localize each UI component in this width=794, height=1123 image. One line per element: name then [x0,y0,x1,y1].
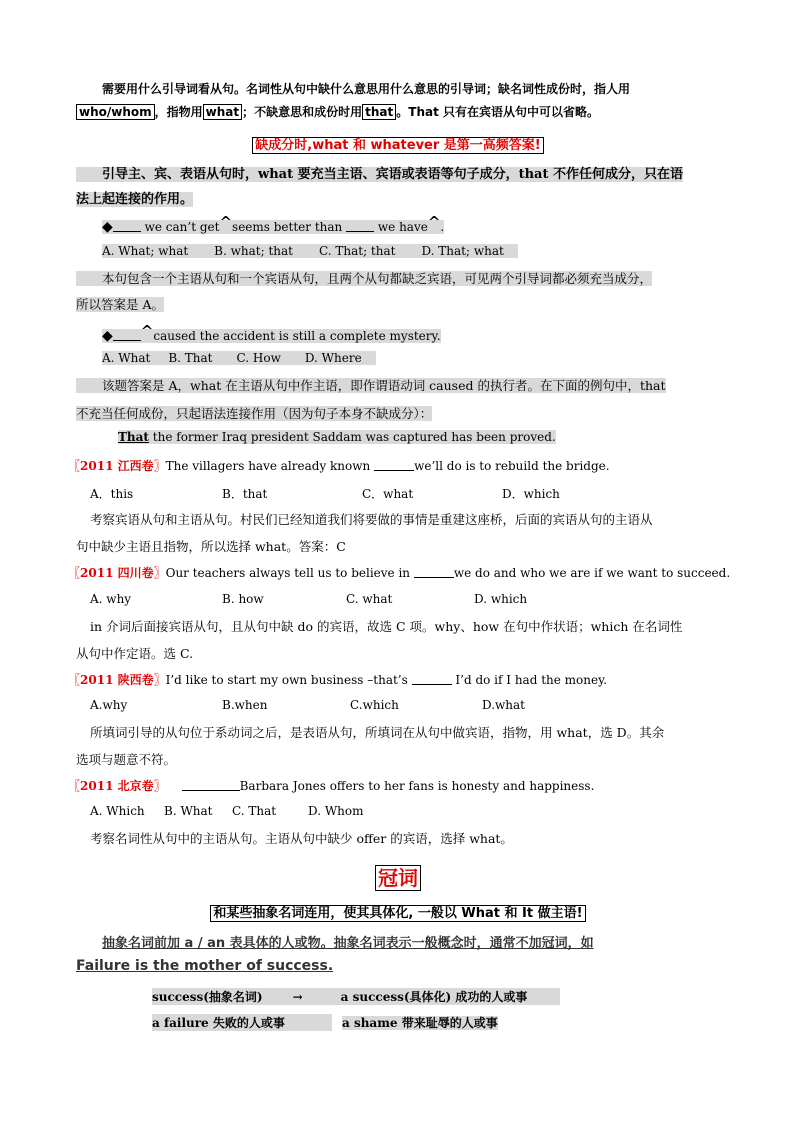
q5-blank [412,684,452,685]
q3-blank [374,470,414,471]
bullet-icon: ◆ [102,219,113,235]
q5-text-2: I’d do if I had the money. [451,673,608,687]
q2-explanation-1: 该题答案是 A，what 在主语从句中作主语，即作谓语动词 caused 的执行者。在下面的例句中，that [76,378,666,393]
q6-option-b: B. What [164,804,213,818]
section2-p1 [76,932,720,951]
who-whom-box: who/whom [76,104,155,120]
q1-exp-2 [76,295,720,313]
q6-tag-close: 〗 [153,779,166,793]
bullet-icon: ◆ [102,328,113,344]
that-box: that [362,104,396,120]
para1-text-2: 法上起连接的作用。 [76,192,194,207]
q5-tag-close: 〗 [153,673,166,687]
q1-options [76,244,720,258]
q1-stem [76,213,720,235]
q2-explanation-2: 不充当任何成份，只起语法连接作用（因为句子本身不缺成分）： [76,406,433,421]
intro-text-2c: 。That 只有在宾语从句中可以省略。 [396,105,600,119]
q4-option-d: D. which [474,592,528,606]
q3-option-d: D．which [502,487,560,501]
q4-option-b: B. how [222,592,264,606]
para1-text-1: 引导主、宾、表语从句时，what 要充当主语、宾语或表语等句子成分，that 不作任何成分，只在语 [76,167,683,182]
example-rest: the former Iraq president Saddam was captured has been proved. [148,430,556,444]
q4-options [90,592,734,606]
q2-exp-1 [76,376,720,394]
q4-explanation-2: 从句中作定语。选 C. [76,646,194,661]
para1-line-1 [76,163,720,182]
q5-stem [68,671,712,688]
section2-p2 [76,958,720,974]
intro-text-1: 需要用什么引导词看从句。名词性从句中缺什么意思用什么意思的引导词；缺名词性成份时，指人用 [102,82,631,96]
q4-tag-close: 〗 [153,566,166,580]
q4-source-tag: 2011 四川卷 [80,566,154,580]
q4-tag-open: 〖 [68,566,81,580]
q6-text-1: Barbara Jones offers to her fans is honesty and happiness. [239,779,595,793]
q4-option-a: A. why [90,592,132,606]
q2-stem [76,322,720,344]
section2-text-2: Failure is the mother of success. [76,958,334,974]
intro-text-2a: ，指物用 [154,105,203,119]
section2-banner: 和某些抽象名词连用，使其具体化, 一般以 What 和 It 做主语! [210,905,585,922]
q1-text-1: we can’t get [140,220,220,234]
q5-options [90,698,734,712]
q5-tag-open: 〖 [68,673,81,687]
banner1: 缺成分时,what 和 whatever 是第一高频答案! [252,137,543,154]
q1-option-c: C. That; that [318,244,396,258]
caret-icon: ^ [219,213,233,231]
example-that: That [118,430,149,444]
arrow-icon: → [292,990,303,1004]
q3-option-a: A．this [90,487,134,501]
section2-row1 [152,988,572,1005]
q3-tag-open: 〖 [68,459,81,473]
q4-stem [68,564,731,581]
section2-banner-wrap [76,902,720,921]
q6-source-tag: 2011 北京卷 [80,779,154,793]
q1-text-4: . [440,220,445,234]
q2-example [76,430,720,444]
q6-options [90,804,734,818]
q2-blank [113,340,141,341]
q4-text-2: we do and who we are if we want to succeed. [453,566,731,580]
q3-option-b: B．that [222,487,268,501]
q1-explanation-1: 本句包含一个主语从句和一个宾语从句，且两个从句都缺乏宾语，可见两个引导词都必须充当成分， [76,271,652,286]
q1-explanation-2: 所以答案是 A。 [76,297,165,312]
q1-option-a: A. What; what [102,244,189,258]
row2-term: a failure 失败的人或事 [152,1014,332,1031]
q2-option-d: D. Where [304,351,362,365]
q5-explanation-1: 所填词引导的从句位于系动词之后，是表语从句，所填词在从句中做宾语，指物，用 what，选 D。其余 [90,725,665,740]
q4-text-1: Our teachers always tell us to believe in [165,566,414,580]
row1-meaning: a success(具体化) 成功的人或事 [340,990,528,1004]
q2-option-c: C. How [236,351,281,365]
q3-explanation-1: 考察宾语从句和主语从句。村民们已经知道我们将要做的事情是重建这座桥，后面的宾语从句的主语从 [90,512,653,527]
q2-text-1: caused the accident is still a complete mystery. [153,329,441,343]
q6-explanation-1: 考察名词性从句中的主语从句。主语从句中缺少 offer 的宾语，选择 what。 [90,831,513,846]
q6-blank [182,790,240,791]
q6-option-d: D. Whom [308,804,364,818]
caret-icon: ^ [140,322,154,340]
q3-text-1: The villagers have already known [165,459,375,473]
caret-icon: ^ [427,213,441,231]
q6-tag-open: 〖 [68,779,81,793]
section2-row2 [152,1014,572,1031]
row2-meaning: a shame 带来耻辱的人或事 [342,1016,498,1030]
row1-term: success(抽象名词) [152,990,263,1004]
q5-source-tag: 2011 陕西卷 [80,673,154,687]
q2-exp-2 [76,404,720,422]
q2-option-a: A. What [102,351,151,365]
q6-stem [68,777,712,794]
q3-explanation-2: 句中缺少主语且指物，所以选择 what。答案：C [76,539,346,554]
q1-text-2: seems better than [232,220,347,234]
q3-tag-close: 〗 [153,459,166,473]
intro-line-2 [76,103,720,120]
what-box: what [203,104,242,120]
q6-option-a: A. Which [90,804,145,818]
q5-option-a: A.why [90,698,128,712]
section2-text-1: 抽象名词前加 a / an 表具体的人或物。抽象名词表示一般概念时，通常不加冠词，如 [102,936,594,951]
q2-option-b: B. That [168,351,213,365]
q2-options [76,351,720,365]
q1-option-d: D. That; what [421,244,504,258]
q1-blank-1 [113,231,141,232]
q3-option-c: C．what [362,487,414,501]
q6-option-c: C. That [232,804,277,818]
intro-text-2b: ；不缺意思和成份时用 [242,105,363,119]
intro-line-1 [76,80,720,97]
q1-exp-1 [76,269,720,287]
q3-stem [68,457,712,474]
section-title: 冠词 [375,865,421,891]
banner1-wrap [76,134,720,153]
q3-source-tag: 2011 江西卷 [80,459,154,473]
q1-blank-2 [346,231,374,232]
q5-text-1: I’d like to start my own business –that’s [165,673,412,687]
q1-option-b: B. what; that [214,244,293,258]
q5-option-c: C.which [350,698,399,712]
q5-explanation-2: 选项与题意不符。 [76,752,177,767]
para1-line-2 [76,188,720,207]
q5-option-d: D.what [482,698,525,712]
q5-option-b: B.when [222,698,268,712]
q4-blank [414,577,454,578]
q4-explanation-1: in 介词后面接宾语从句，且从句中缺 do 的宾语，故选 C 项。why、how 在句中作状语；which 在名词性 [90,619,683,634]
q4-option-c: C. what [346,592,393,606]
section2-title-wrap [76,862,720,891]
q3-text-2: we’ll do is to rebuild the bridge. [414,459,610,473]
q1-text-3: we have [374,220,428,234]
q3-options [90,485,734,499]
